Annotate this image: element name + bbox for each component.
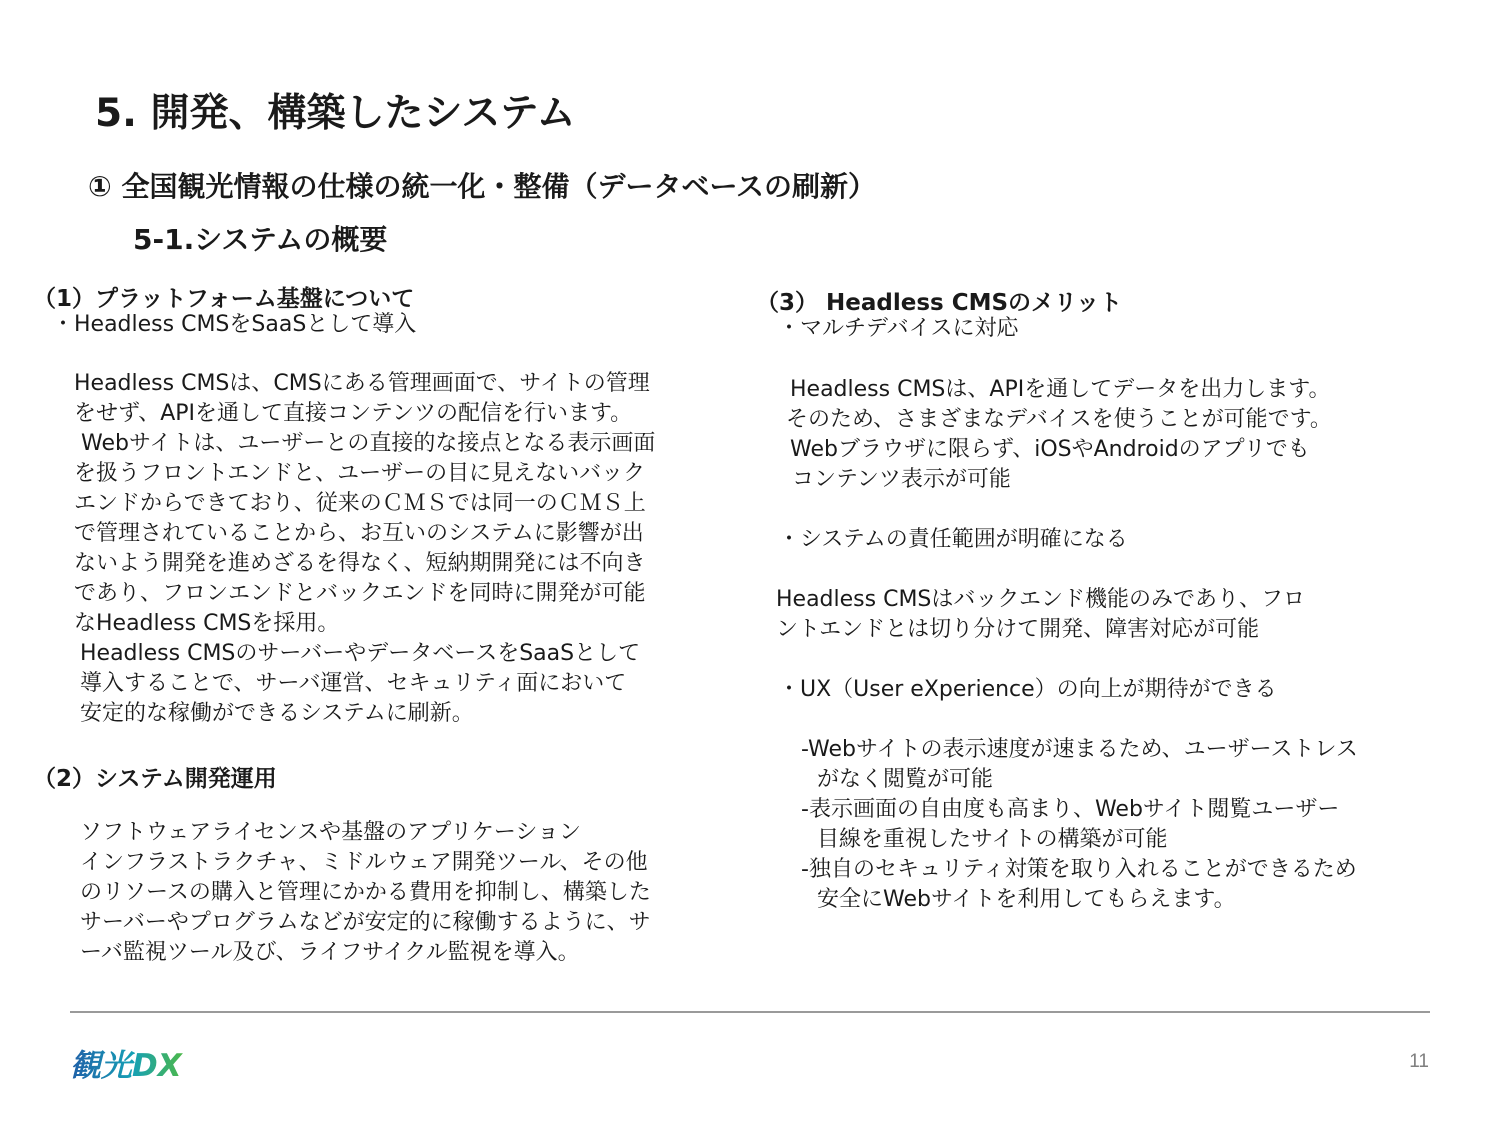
text-line: サーバーやプログラムなどが安定的に稼働するように、サ xyxy=(80,910,651,935)
text-line: エンドからできており、従来のＣＭＳでは同一のＣＭＳ上 xyxy=(74,491,646,516)
page-title: 5. 開発、構築したシステム xyxy=(95,91,576,136)
text-line: ントエンドとは切り分けて開発、障害対応が可能 xyxy=(776,617,1260,642)
text-line: であり、フロンエンドとバックエンドを同時に開発が可能 xyxy=(74,581,646,606)
text-line: Headless CMSはバックエンド機能のみであり、フロ xyxy=(776,587,1305,612)
text-line: で管理されていることから、お互いのシステムに影響が出 xyxy=(74,521,644,546)
text-line: 目線を重視したサイトの構築が可能 xyxy=(817,827,1168,852)
right-paragraph-2 xyxy=(776,585,1305,645)
text-line: がなく閲覧が可能 xyxy=(817,767,994,792)
text-line: なHeadless CMSを採用。 xyxy=(74,611,340,636)
text-line: 安定的な稼働ができるシステムに刷新。 xyxy=(80,701,474,726)
right-paragraph-1 xyxy=(786,375,1332,495)
left-paragraph-1 xyxy=(74,369,655,639)
text-line: Headless CMSは、APIを通してデータを出力します。 xyxy=(790,377,1331,402)
text-line: 安全にWebサイトを利用してもらえます。 xyxy=(817,887,1236,912)
text-line: -表示画面の自由度も高まり、Webサイト閲覧ユーザー xyxy=(801,797,1340,822)
page-subtitle: ① 全国観光情報の仕様の統一化・整備（データベースの刷新） xyxy=(88,170,877,203)
text-line: 導入することで、サーバ運営、セキュリティ面において xyxy=(80,671,627,696)
text-line: ソフトウェアライセンスや基盤のアプリケーション xyxy=(80,820,581,845)
kanko-dx-logo xyxy=(68,1040,198,1084)
right-heading-3: （3） Headless CMSのメリット xyxy=(756,290,1123,316)
text-line: のリソースの購入と管理にかかる費用を抑制し、構築した xyxy=(80,880,651,905)
left-heading-2: （2）システム開発運用 xyxy=(33,766,277,792)
text-line: をせず、APIを通して直接コンテンツの配信を行います。 xyxy=(74,401,633,426)
text-line: コンテンツ表示が可能 xyxy=(792,467,1011,492)
logo-text: 観光DX xyxy=(70,1048,182,1084)
right-bullet-2: ・システムの責任範囲が明確になる xyxy=(778,527,1128,552)
text-line: ーバ監視ツール及び、ライフサイクル監視を導入。 xyxy=(80,940,580,965)
left-bullet-1: ・Headless CMSをSaaSとして導入 xyxy=(52,312,417,337)
text-line: を扱うフロントエンドと、ユーザーの目に見えないバック xyxy=(74,461,646,486)
text-line: インフラストラクチャ、ミドルウェア開発ツール、その他 xyxy=(80,850,648,875)
text-line: Headless CMSは、CMSにある管理画面で、サイトの管理 xyxy=(74,371,650,396)
right-bullet-1: ・マルチデバイスに対応 xyxy=(778,316,1019,341)
text-line: -独自のセキュリティ対策を取り入れることができるため xyxy=(801,857,1357,882)
text-line: ないよう開発を進めざるを得なく、短納期開発には不向き xyxy=(74,551,646,576)
text-line: Webサイトは、ユーザーとの直接的な接点となる表示画面 xyxy=(74,431,656,456)
text-line: -Webサイトの表示速度が速まるため、ユーザーストレス xyxy=(801,737,1358,762)
page-number: 11 xyxy=(1409,1051,1429,1072)
right-paragraph-3 xyxy=(801,735,1358,915)
right-bullet-3: ・UX（User eXperience）の向上が期待ができる xyxy=(778,677,1277,702)
left-paragraph-2 xyxy=(80,639,640,729)
footer-divider xyxy=(70,1011,1430,1013)
left-paragraph-3 xyxy=(80,818,651,968)
section-heading: 5-1.システムの概要 xyxy=(133,223,388,256)
left-heading-1: （1）プラットフォーム基盤について xyxy=(33,286,415,312)
text-line: Webブラウザに限らず、iOSやAndroidのアプリでも xyxy=(790,437,1310,462)
text-line: そのため、さまざまなデバイスを使うことが可能です。 xyxy=(786,407,1332,432)
text-line: Headless CMSのサーバーやデータベースをSaaSとして xyxy=(80,641,641,666)
